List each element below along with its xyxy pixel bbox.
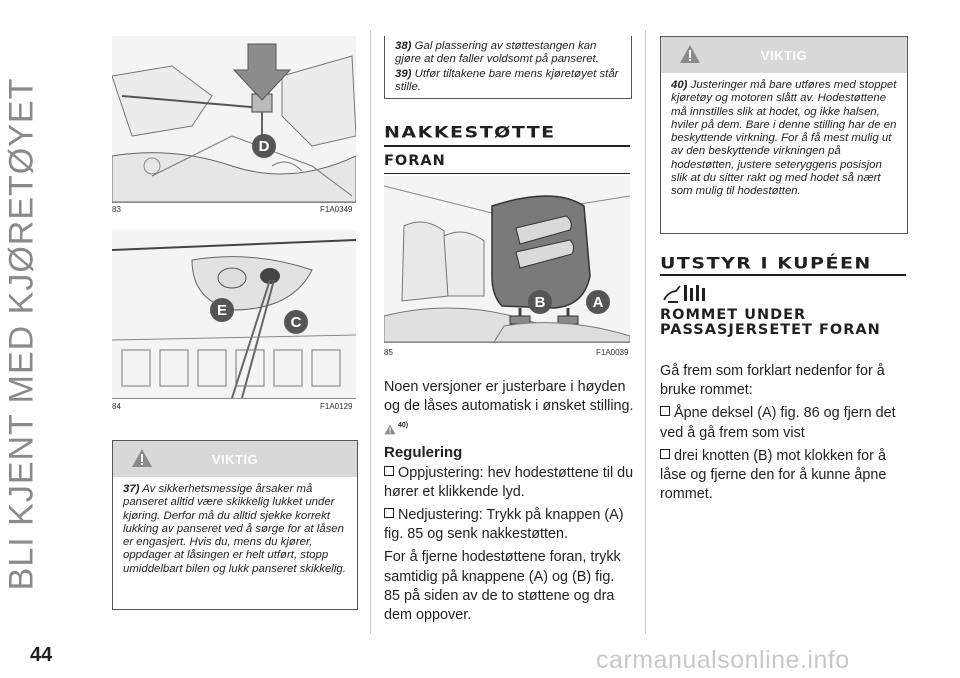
figure-code: F1A0349 bbox=[320, 205, 353, 214]
warning-box bbox=[112, 440, 358, 610]
warning-title: VIKTIG bbox=[760, 47, 808, 63]
figure-83 bbox=[112, 36, 356, 203]
section-heading: NAKKESTØTTE bbox=[384, 123, 556, 142]
intro-paragraph: Noen versjoner er justerbare i høyden og de låses automatisk i ønsket stilling. $^{40)}$ bbox=[384, 378, 634, 439]
warning-item: 39) Utfør tiltakene bare mens kjøretøyet står stille. bbox=[395, 67, 619, 93]
figure-84 bbox=[112, 230, 356, 399]
warning-body bbox=[385, 36, 631, 101]
bullet-item: Oppjustering: hev hodestøttene til du hører et klikkende lyd. bbox=[384, 464, 634, 502]
regulering-heading: Regulering bbox=[384, 444, 463, 462]
warning-triangle-icon bbox=[131, 448, 153, 468]
warning-item: 37) Av sikkerhetsmessige årsaker må panseret alltid være skikkelig lukket under kjøring. Derfor må du alltid sjekke korrekt lukking av panseret ved å sørge for at låsen er engasjert. Hvis du, mens du kjører, oppdager at låsingen er helt utført, stopp umiddelbart bilen og lukk panseret skikkelig. bbox=[123, 483, 346, 575]
warning-box-continued bbox=[384, 36, 632, 99]
figure-number: 84 bbox=[112, 402, 121, 411]
bullet-item: Nedjustering: Trykk på knappen (A) fig. 85 og senk nakkestøtten. bbox=[384, 506, 634, 544]
bullet-item: drei knotten (B) mot klokken for å låse og fjerne den for å kunne åpne rommet. bbox=[660, 447, 910, 505]
subsection-heading: FORAN bbox=[384, 153, 446, 169]
warning-body bbox=[113, 477, 357, 583]
intro-paragraph: Gå frem som forklart nedenfor for å bruke rommet: bbox=[660, 363, 885, 399]
callout-label: E bbox=[210, 298, 234, 322]
figure-number: 85 bbox=[384, 348, 393, 357]
figure-number: 83 bbox=[112, 205, 121, 214]
callout-label: D bbox=[252, 134, 276, 158]
heading-rule bbox=[384, 145, 630, 147]
figure-code: F1A0039 bbox=[596, 348, 629, 357]
callout-label: C bbox=[284, 310, 308, 334]
bullet-item: Åpne deksel (A) fig. 86 og fjern det ved å gå frem som vist bbox=[660, 404, 910, 442]
warning-reference: 40) bbox=[398, 422, 409, 430]
warning-triangle-icon bbox=[679, 44, 701, 64]
warning-body bbox=[661, 73, 907, 206]
nakkestotte-body bbox=[384, 378, 634, 629]
removal-paragraph: For å fjerne hodestøttene foran, trykk samtidig på knappene (A) og (B) fig. 85 på siden av de to støttene og dra dem oppover. bbox=[384, 549, 621, 624]
column-separator bbox=[645, 30, 646, 634]
warning-triangle-icon bbox=[384, 424, 396, 435]
figure-85 bbox=[384, 176, 630, 343]
heading-rule bbox=[384, 173, 630, 174]
car-equipment-icon bbox=[662, 282, 706, 304]
warning-item: 40) Justeringer må bare utføres med stoppet kjøretøy og motoren slått av. Hodestøttene må innstilles slik at hodet, og ikke halsen, hviler på dem. Bare i denne stilling har de en beskyttende virkning. For å få mest mulig ut av den beskyttende virkningen på hodestøtten, justere seteryggens posisjon slik at du sitter rakt og med hodet så nært som mulig til hodestøtten. bbox=[671, 79, 897, 198]
utstyr-body bbox=[660, 362, 910, 508]
subsection-heading: ROMMET UNDER PASSASJERSETET FORAN bbox=[660, 307, 881, 338]
column-separator bbox=[370, 30, 371, 634]
watermark: carmanualsonline.info bbox=[596, 646, 850, 674]
page-number: 44 bbox=[30, 644, 53, 666]
figure-code: F1A0129 bbox=[320, 402, 353, 411]
callout-label: A bbox=[586, 290, 610, 314]
warning-header bbox=[113, 441, 357, 477]
section-heading: UTSTYR I KUPÉEN bbox=[660, 254, 872, 273]
warning-title: VIKTIG bbox=[211, 451, 259, 467]
warning-box bbox=[660, 36, 908, 234]
callout-label: B bbox=[528, 290, 552, 314]
warning-item: 38) Gal plassering av støttestangen kan gjøre at den faller voldsomt på panseret. bbox=[395, 40, 599, 66]
warning-header bbox=[661, 37, 907, 73]
heading-rule bbox=[660, 274, 906, 276]
